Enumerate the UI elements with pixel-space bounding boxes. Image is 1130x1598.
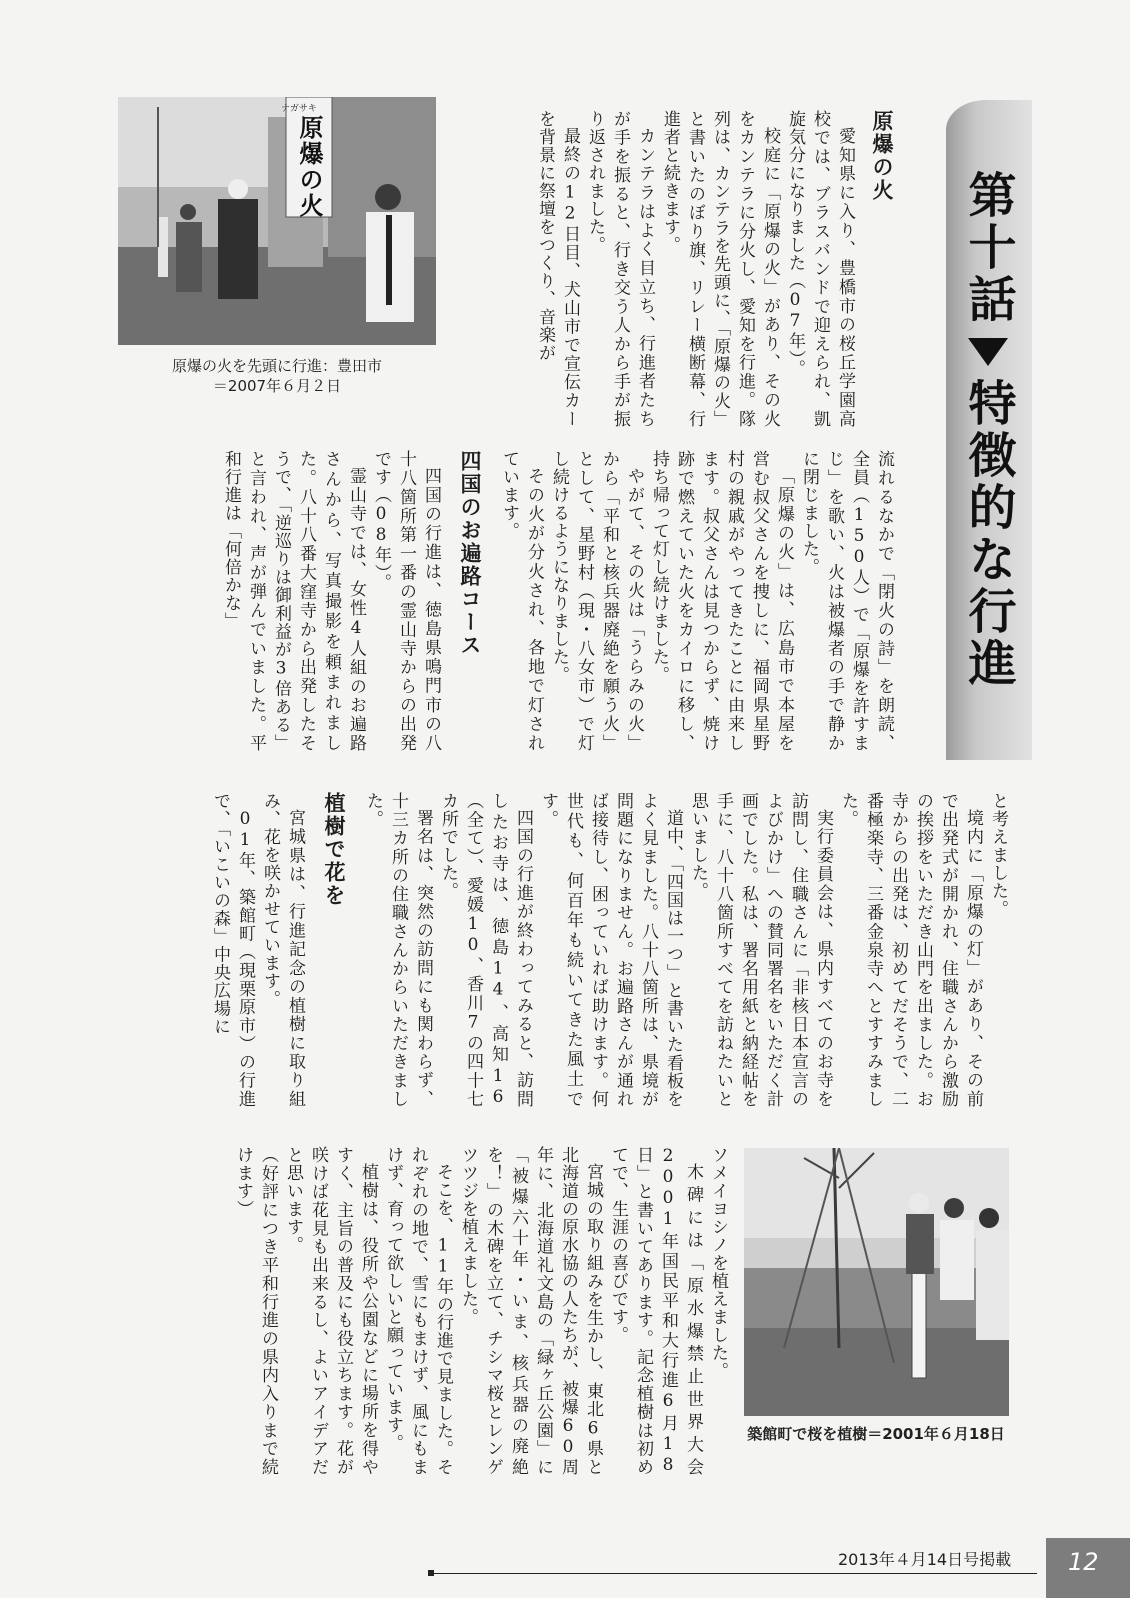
heading-shikoku: 四国のお遍路コース bbox=[458, 450, 482, 657]
paragraph: と考えました。 bbox=[988, 792, 1008, 918]
paragraph: 愛知県に入り、豊橋市の桜丘学園高校では、ブラスバンドで迎えられ、凱旋気分になりました（07年）。 bbox=[785, 110, 855, 428]
paragraph: 宮城の取り組みを生かし、東北6県と北海道の原水協の人たちが、被爆60周年に、北海道礼文島の「緑ヶ丘公園」に「被爆六十年・いま、核兵器の廃絶を！」の木碑を立て、チシマ桜とレンゲツツジを植えました。 bbox=[458, 1146, 603, 1476]
page-title bbox=[958, 170, 1018, 750]
caption-line-2: ＝2007年６月２日 bbox=[212, 377, 342, 395]
paragraph: 校庭に「原爆の火」があり、その火をカンテラに分火し、愛知を行進。隊列は、カンテラを先頭に、「原爆の火」と書いたのぼり旗、リレー横断幕、行進者と続きます。 bbox=[660, 110, 780, 428]
page-number: 12 bbox=[1068, 1548, 1099, 1576]
article-genbaku-tier2 bbox=[118, 450, 896, 752]
article-tier3 bbox=[118, 792, 1010, 1108]
paragraph-note: （好評につき平和行進の県内入りまで続けます） bbox=[233, 1146, 278, 1476]
article-tier4 bbox=[118, 1146, 730, 1476]
paragraph: 霊山寺では、女性4人組のお遍路さんから、写真撮影を頼まれました。八十八番大窪寺から出発したそうで、「逆巡りは御利益が3倍ある」と言われ、声が弾んでいました。平和行進は「何倍かな」 bbox=[221, 450, 366, 752]
paragraph: 「原爆の火」は、広島市で本屋を営む叔父さんを捜しに、福岡県星野村の親戚がやってきたことに由来します。叔父さんは見つからず、焼け跡で燃えていた火をカイロに移し、持ち帰って灯し続けました。 bbox=[649, 450, 794, 752]
paragraph: 実行委員会は、県内すべてのお寺を訪問し、住職さんに「非核日本宣言のよびかけ」への賛同署名をいただく計画でした。私は、署名用紙と納経帖を手に、八十八箇所すべてを訪ねたいと思いました。 bbox=[688, 792, 833, 1108]
photo-tree-planting bbox=[744, 1148, 1009, 1416]
paragraph: 署名は、突然の訪問にも関わらず、十三カ所の住職さんからいただきました。 bbox=[363, 792, 433, 1108]
photo-march-toyota bbox=[118, 97, 436, 345]
footer-issue-date: 2013年４月14日号掲載 bbox=[838, 1550, 1012, 1569]
paragraph: ソメイヨシノを植えました。 bbox=[708, 1146, 728, 1380]
paragraph: 四国の行進は、徳島県鳴門市の八十八箇所第一番の霊山寺からの出発です（08年）。 bbox=[371, 450, 441, 752]
paragraph: 01年、築館町（現栗原市）の行進で、「いこいの森」中央広場に bbox=[210, 792, 255, 1108]
photo-banner-text: 原爆の火 bbox=[295, 115, 324, 219]
paragraph: カンテラはよく目立ち、行進者たちが手を振ると、行き交う人から手が振り返されました。 bbox=[585, 110, 655, 428]
photo-caption-bottom: 築館町で桜を植樹＝2001年６月18日 bbox=[747, 1425, 1005, 1443]
footer-rule bbox=[432, 1573, 1037, 1574]
paragraph: 道中、「四国は一つ」と書いた看板をよく見ました。八十八箇所は、県境が問題になりません。お遍路さんが通れば接待し、困っていれば助けます。何世代も、何百年も続いてきた風土です。 bbox=[538, 792, 683, 1108]
heading-shokuju: 植樹で花を bbox=[322, 792, 346, 907]
photo-tree-image bbox=[744, 1148, 1009, 1416]
paragraph: 流れるなかで「閉火の詩」を朗読、全員（150人）で「原爆を許すまじ」を歌い、火は被爆者の手で静かに閉じました。 bbox=[799, 450, 894, 752]
paragraph: 四国の行進が終わってみると、訪問したお寺は、徳島14、高知16（全て）、愛媛10、香川7の四十七カ所でした。 bbox=[438, 792, 533, 1108]
paragraph: やがて、その火は「うらみの火」から「平和と核兵器廃絶を願う火」として、星野村（現・八女市）で灯し続けるようになりました。 bbox=[549, 450, 644, 752]
heading-genbaku: 原爆の火 bbox=[870, 110, 894, 202]
title-subject: 特徴的な行進 bbox=[960, 378, 1016, 690]
photo-caption-top bbox=[118, 356, 436, 396]
paragraph: その火が分火され、各地で灯されています。 bbox=[499, 450, 544, 752]
photo-banner-small: ナガサキ bbox=[281, 104, 317, 114]
photo-march-image bbox=[118, 97, 436, 345]
paragraph: 宮城県は、行進記念の植樹に取り組み、花を咲かせています。 bbox=[260, 792, 305, 1108]
paragraph: 木碑には「原水爆禁止世界大会2001年国民平和大行進6月18日」と書いてあります。記念植樹は初めてで、生涯の喜びです。 bbox=[608, 1146, 703, 1476]
article-genbaku-tier1 bbox=[452, 110, 894, 428]
triangle-icon bbox=[968, 338, 1008, 366]
caption-line-1: 原爆の火を先頭に行進：豊田市 bbox=[171, 357, 382, 375]
title-episode: 第十話 bbox=[960, 170, 1016, 326]
paragraph: 最終の12日目、犬山市で宣伝カーを背景に祭壇をつくり、音楽が bbox=[535, 110, 580, 428]
paragraph: 植樹は、役所や公園などに場所を得やすく、主旨の普及にも役立ちます。花が咲けば花見も出来るし、よいアイデアだと思います。 bbox=[283, 1146, 378, 1476]
paragraph: そこを、11年の行進で見ました。それぞれの地で、雪にもまけず、風にもまけず、育って欲しいと願っています。 bbox=[383, 1146, 453, 1476]
paragraph: 境内に「原爆の灯」があり、その前で出発式が開かれ、住職さんから激励の挨拶をいただき山門を出ました。お寺からの出発は、初めてだそうで、二番極楽寺、三番金泉寺へとすすみました。 bbox=[838, 792, 983, 1108]
